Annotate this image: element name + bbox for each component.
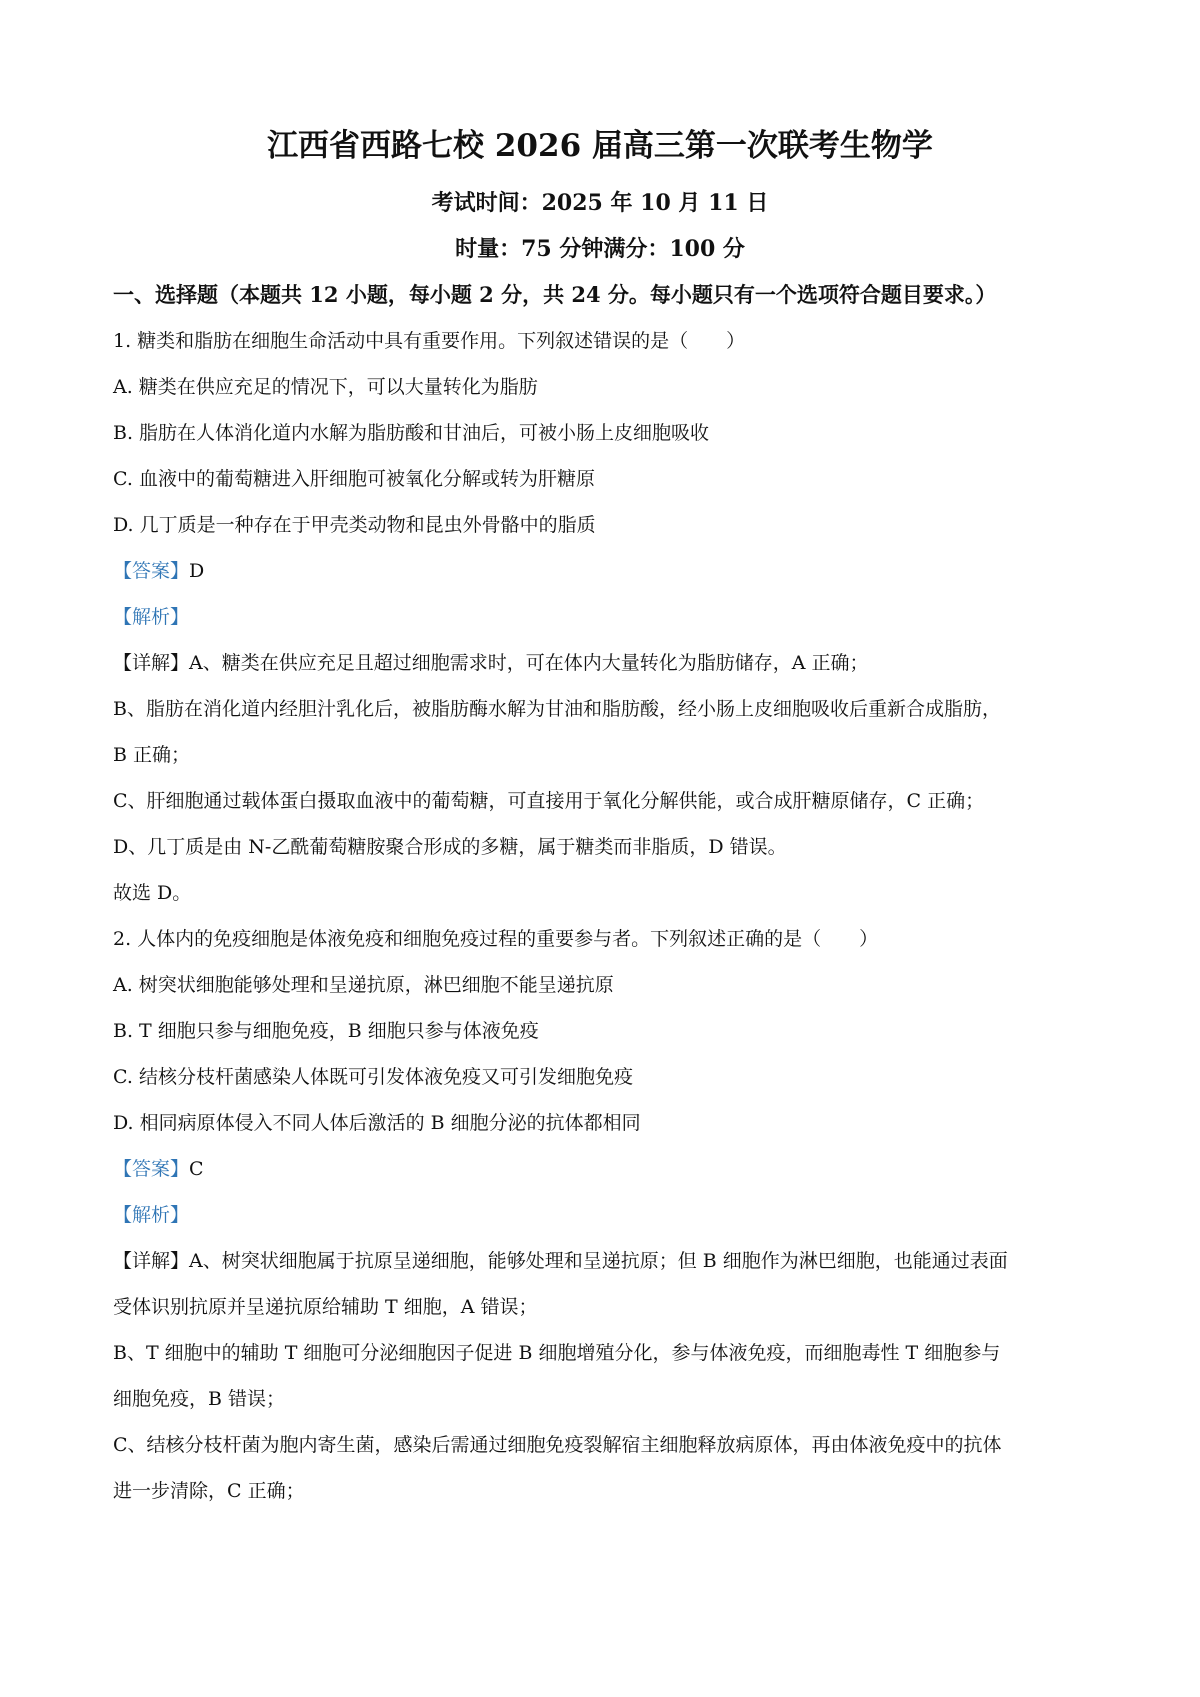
- question-1-conclusion: 故选 D。: [113, 882, 192, 904]
- exam-title: 江西省西路七校 2026 届高三第一次联考生物学: [267, 128, 933, 164]
- question-1-option-b: B. 脂肪在人体消化道内水解为脂肪酸和甘油后，可被小肠上皮细胞吸收: [113, 422, 710, 444]
- section-heading: 一、选择题（本题共 12 小题，每小题 2 分，共 24 分。每小题只有一个选项符合题目要求。）: [113, 282, 997, 307]
- question-2-detail-line: B、T 细胞中的辅助 T 细胞可分泌细胞因子促进 B 细胞增殖分化，参与体液免疫，而细胞毒性 T 细胞参与: [113, 1342, 1001, 1364]
- question-2-detail-line: 细胞免疫，B 错误；: [113, 1388, 286, 1410]
- question-2-option-b: B. T 细胞只参与细胞免疫，B 细胞只参与体液免疫: [113, 1020, 539, 1042]
- question-2-option-d: D. 相同病原体侵入不同人体后激活的 B 细胞分泌的抗体都相同: [113, 1112, 641, 1134]
- question-2-analysis-label: 【解析】: [113, 1204, 190, 1226]
- question-2-stem: 2. 人体内的免疫细胞是体液免疫和细胞免疫过程的重要参与者。下列叙述正确的是（ ）: [113, 928, 879, 950]
- answer-label: 【答案】: [113, 560, 190, 582]
- question-1-detail-line: D、几丁质是由 N-乙酰葡萄糖胺聚合形成的多糖，属于糖类而非脂质，D 错误。: [113, 836, 787, 858]
- question-1-option-d: D. 几丁质是一种存在于甲壳类动物和昆虫外骨骼中的脂质: [113, 514, 596, 536]
- answer-value: C: [189, 1158, 204, 1180]
- exam-time: 考试时间：2025 年 10 月 11 日: [431, 190, 769, 216]
- question-1-option-a: A. 糖类在供应充足的情况下，可以大量转化为脂肪: [113, 376, 538, 398]
- question-2-option-a: A. 树突状细胞能够处理和呈递抗原，淋巴细胞不能呈递抗原: [113, 974, 614, 996]
- question-1-stem: 1. 糖类和脂肪在细胞生命活动中具有重要作用。下列叙述错误的是（ ）: [113, 330, 746, 352]
- question-2-detail-line: 进一步清除，C 正确；: [113, 1480, 305, 1502]
- question-1-answer: [113, 556, 204, 583]
- answer-value: D: [189, 560, 205, 582]
- question-1-detail-line: C、肝细胞通过载体蛋白摄取血液中的葡萄糖，可直接用于氧化分解供能，或合成肝糖原储存，C 正确；: [113, 790, 985, 812]
- question-2-answer: [113, 1154, 204, 1181]
- answer-label: 【答案】: [113, 1158, 190, 1180]
- question-2-option-c: C. 结核分枝杆菌感染人体既可引发体液免疫又可引发细胞免疫: [113, 1066, 633, 1088]
- question-1-option-c: C. 血液中的葡萄糖进入肝细胞可被氧化分解或转为肝糖原: [113, 468, 595, 490]
- question-2-detail-line: 【详解】A、树突状细胞属于抗原呈递细胞，能够处理和呈递抗原；但 B 细胞作为淋巴细胞，也能通过表面: [113, 1250, 1008, 1272]
- question-2-detail-line: 受体识别抗原并呈递抗原给辅助 T 细胞，A 错误；: [113, 1296, 538, 1318]
- duration-score: 时量：75 分钟满分：100 分: [455, 236, 745, 262]
- question-2-detail-line: C、结核分枝杆菌为胞内寄生菌，感染后需通过细胞免疫裂解宿主细胞释放病原体，再由体液免疫中的抗体: [113, 1434, 1002, 1456]
- question-1-detail-line: B、脂肪在消化道内经胆汁乳化后，被脂肪酶水解为甘油和脂肪酸，经小肠上皮细胞吸收后重新合成脂肪，: [113, 698, 1001, 720]
- question-1-detail-line: 【详解】A、糖类在供应充足且超过细胞需求时，可在体内大量转化为脂肪储存，A 正确；: [113, 652, 869, 674]
- question-1-detail-line: B 正确；: [113, 744, 191, 766]
- question-1-analysis-label: 【解析】: [113, 606, 190, 628]
